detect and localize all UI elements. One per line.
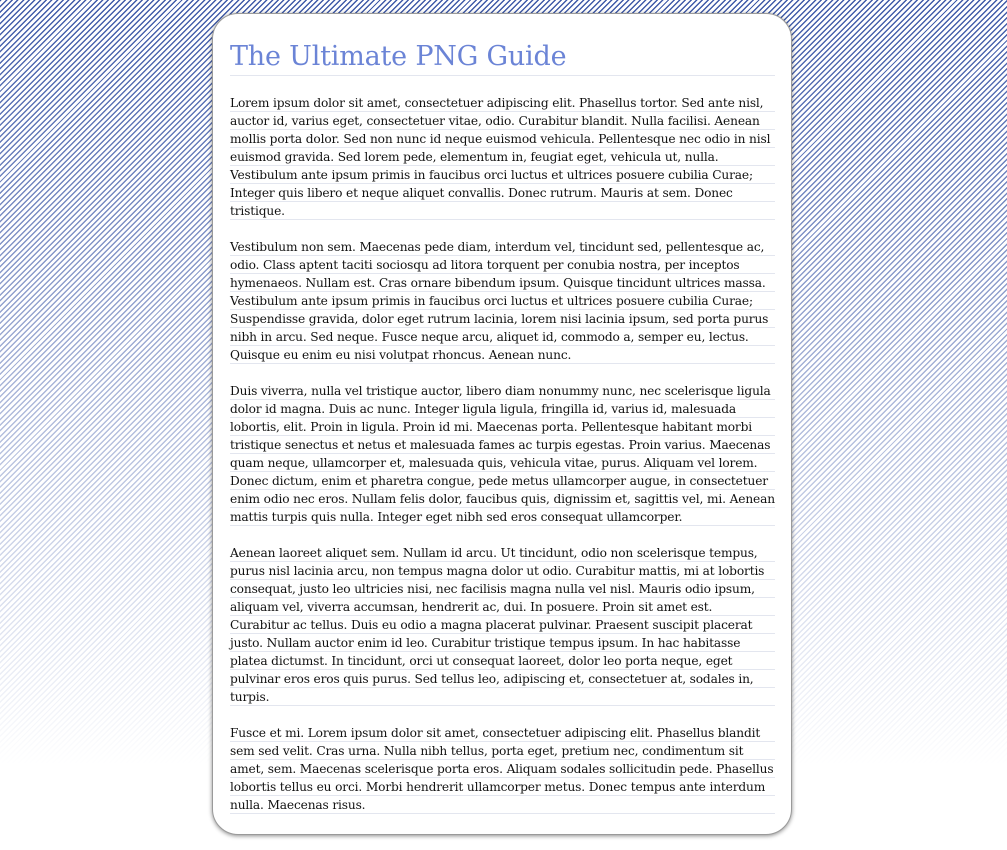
page-title: The Ultimate PNG Guide — [230, 40, 775, 76]
article-body — [230, 94, 775, 814]
paragraph-1: Lorem ipsum dolor sit amet, consectetuer adipiscing elit. Phasellus tortor. Sed ante nisl, auctor id, varius eget, consectetuer vitae, odio. Curabitur blandit. Nulla facilisi. Aenean mollis porta dolor. Sed non nunc id neque euismod vehicula. Pellentesque nec odio in nisl euismod gravida. Sed lorem pede, elementum in, feugiat eget, vehicula ut, nulla. Vestibulum ante ipsum primis in faucibus orci luctus et ultrices posuere cubilia Curae; Integer quis libero et neque aliquet convallis. Donec rutrum. Mauris at sem. Donec tristique. — [230, 94, 775, 220]
paragraph-4: Aenean laoreet aliquet sem. Nullam id arcu. Ut tincidunt, odio non scelerisque tempus, purus nisl lacinia arcu, non tempus magna dolor ut odio. Curabitur mattis, mi at lobortis consequat, justo leo ultricies nisi, nec facilisis magna nulla vel nisl. Mauris odio ipsum, aliquam vel, viverra accumsan, hendrerit ac, dui. In posuere. Proin sit amet est. Curabitur ac tellus. Duis eu odio a magna placerat pulvinar. Praesent suscipit placerat justo. Nullam auctor enim id leo. Curabitur tristique tempus ipsum. In hac habitasse platea dictumst. In tincidunt, orci ut consequat laoreet, dolor leo porta neque, eget pulvinar eros eros quis purus. Sed tellus leo, adipiscing et, consectetuer at, sodales in, turpis. — [230, 544, 775, 706]
content-card — [212, 13, 792, 835]
paragraph-5: Fusce et mi. Lorem ipsum dolor sit amet, consectetuer adipiscing elit. Phasellus blandit sem sed velit. Cras urna. Nulla nibh tellus, porta eget, pretium nec, condimentum sit amet, sem. Maecenas scelerisque porta eros. Aliquam sodales sollicitudin pede. Phasellus lobortis tellus eu orci. Morbi hendrerit ullamcorper metus. Donec tempus ante interdum nulla. Maecenas risus. — [230, 726, 774, 812]
paragraph-3: Duis viverra, nulla vel tristique auctor, libero diam nonummy nunc, nec scelerisque ligula dolor id magna. Duis ac nunc. Integer ligula ligula, fringilla id, varius id, malesuada lobortis, elit. Proin in ligula. Proin id mi. Maecenas porta. Pellentesque habitant morbi tristique senectus et netus et malesuada fames ac turpis egestas. Proin varius. Maecenas quam neque, ullamcorper et, malesuada quis, vehicula vitae, purus. Aliquam vel lorem. Donec dictum, enim et pharetra congue, pede metus ullamcorper augue, in consectetuer enim odio nec eros. Nullam felis dolor, faucibus quis, dignissim et, sagittis vel, mi. Aenean mattis turpis quis nulla. Integer eget nibh sed eros consequat ullamcorper. — [230, 384, 775, 524]
paragraph-2: Vestibulum non sem. Maecenas pede diam, interdum vel, tincidunt sed, pellentesque ac, odio. Class aptent taciti sociosqu ad litora torquent per conubia nostra, per inceptos hymenaeos. Nullam est. Cras ornare bibendum ipsum. Quisque tincidunt ultrices massa. Vestibulum ante ipsum primis in faucibus orci luctus et ultrices posuere cubilia Curae; Suspendisse gravida, dolor eget rutrum lacinia, lorem nisi lacinia ipsum, sed porta purus nibh in arcu. Sed neque. Fusce neque arcu, aliquet id, commodo a, semper eu, lectus. Quisque eu enim eu nisi volutpat rhoncus. Aenean nunc. — [230, 238, 775, 364]
